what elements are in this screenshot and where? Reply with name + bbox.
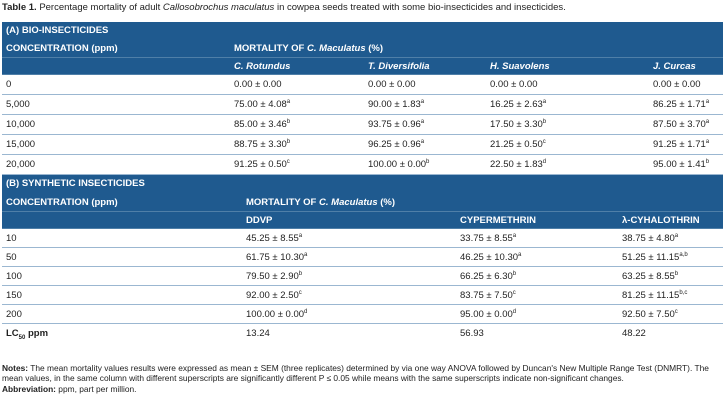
- mortality-value: 79.50 ± 2.90: [246, 270, 299, 282]
- significance-superscript: c: [298, 289, 302, 296]
- mortality-value: 85.00 ± 3.46: [234, 119, 287, 130]
- mortality-value: 22.50 ± 1.83: [490, 159, 543, 170]
- mortality-cell: [456, 271, 618, 282]
- mortality-cell: [486, 99, 649, 110]
- lc50-value-2: 48.22: [622, 327, 646, 339]
- significance-superscript: a: [420, 98, 425, 105]
- mortality-cell: [456, 252, 618, 263]
- mortality-cell: [230, 159, 364, 170]
- mortality-cell: [649, 159, 723, 170]
- significance-superscript: b: [542, 118, 547, 125]
- section-b-mortality-header-pre: MORTALITY OF: [246, 196, 320, 208]
- table-notes: [2, 363, 720, 394]
- table-row: [2, 155, 723, 175]
- section-a-col-0: C. Rotundus: [234, 60, 291, 72]
- section-b-mortality-header-post: (%): [377, 196, 396, 208]
- section-a-col-1: T. Diversifolia: [368, 60, 430, 72]
- abbreviation-line: [2, 384, 720, 394]
- table-caption: [2, 2, 566, 13]
- table-row: [2, 95, 723, 115]
- mortality-cell: [230, 139, 364, 150]
- significance-superscript: c: [542, 138, 546, 145]
- caption-label: Table 1.: [2, 2, 37, 13]
- significance-superscript: c: [286, 158, 290, 165]
- significance-superscript: a: [705, 98, 710, 105]
- mortality-value: 83.75 ± 7.50: [460, 289, 513, 301]
- mortality-cell: [242, 290, 456, 301]
- section-b-header-row: [2, 193, 723, 212]
- mortality-cell: [230, 119, 364, 130]
- mortality-cell: [649, 119, 723, 130]
- significance-superscript: b: [705, 158, 710, 165]
- mortality-value: 100.00 ± 0.00: [246, 308, 305, 320]
- significance-superscript: a: [420, 138, 425, 145]
- section-b-conc-header: CONCENTRATION (ppm): [6, 196, 118, 208]
- significance-superscript: b: [674, 270, 679, 277]
- mortality-value: 95.00 ± 0.00: [460, 308, 513, 320]
- mortality-cell: [618, 252, 723, 263]
- concentration-cell: 20,000: [6, 159, 36, 170]
- significance-superscript: c: [674, 308, 678, 315]
- mortality-value: 81.25 ± 11.15: [622, 289, 680, 301]
- mortality-cell: [486, 159, 649, 170]
- concentration-cell: 0: [6, 79, 12, 90]
- mortality-cell: [649, 99, 723, 110]
- significance-superscript: d: [304, 308, 308, 315]
- significance-superscript: b: [426, 158, 430, 165]
- mortality-value: 95.00 ± 1.41: [653, 159, 706, 170]
- significance-superscript: c: [512, 289, 516, 296]
- mortality-value: 21.25 ± 0.50: [490, 139, 543, 150]
- concentration-cell: 10: [6, 232, 17, 244]
- mortality-cell: [364, 159, 486, 170]
- mortality-value: 91.25 ± 1.71: [653, 139, 706, 150]
- mortality-cell: [456, 309, 618, 320]
- mortality-value: 75.00 ± 4.08: [234, 99, 287, 110]
- mortality-cell: [364, 119, 486, 130]
- table-row: [2, 229, 723, 248]
- significance-superscript: b: [512, 270, 517, 277]
- caption-text-post: in cowpea seeds treated with some bio-insecticides and insecticides.: [274, 2, 566, 13]
- mortality-cell: [230, 79, 364, 90]
- mortality-cell: [486, 139, 649, 150]
- table-row: [2, 115, 723, 135]
- significance-superscript: b,c: [679, 289, 688, 296]
- lc50-value-1: 56.93: [460, 327, 484, 339]
- concentration-cell: 15,000: [6, 139, 36, 150]
- mortality-value: 0.00 ± 0.00: [234, 79, 282, 90]
- table-row: [2, 135, 723, 155]
- section-a-col-2: H. Suavolens: [490, 60, 550, 72]
- mortality-value: 16.25 ± 2.63: [490, 99, 543, 110]
- significance-superscript: a: [512, 232, 517, 239]
- concentration-cell: 5,000: [6, 99, 30, 110]
- mortality-value: 92.00 ± 2.50: [246, 289, 299, 301]
- significance-superscript: d: [512, 308, 517, 315]
- abbreviation-text: ppm, part per million.: [55, 383, 137, 394]
- mortality-cell: [618, 309, 723, 320]
- section-b-col-2: λ-CYHALOTHRIN: [622, 214, 700, 226]
- mortality-cell: [364, 139, 486, 150]
- significance-superscript: b: [286, 138, 291, 145]
- significance-superscript: a: [286, 98, 291, 105]
- section-a-mortality-header-species: C. Maculatus: [307, 42, 366, 54]
- section-a-column-row: [2, 58, 723, 75]
- concentration-cell: 50: [6, 251, 17, 263]
- section-b-col-1: CYPERMETHRIN: [460, 214, 537, 226]
- mortality-cell: [456, 233, 618, 244]
- mortality-table: [2, 22, 723, 342]
- section-a-conc-header: CONCENTRATION (ppm): [6, 42, 118, 54]
- section-b-mortality-header-species: C. Maculatus: [319, 196, 378, 208]
- mortality-cell: [364, 99, 486, 110]
- section-a-col-3: J. Curcas: [653, 60, 696, 72]
- section-b-col-0: DDVP: [246, 214, 273, 226]
- mortality-cell: [242, 233, 456, 244]
- notes-label: Notes:: [2, 363, 29, 373]
- significance-superscript: d: [542, 158, 547, 165]
- significance-superscript: b: [298, 270, 303, 277]
- mortality-cell: [242, 309, 456, 320]
- lc50-label-unit: ppm: [25, 327, 49, 339]
- mortality-cell: [486, 79, 649, 90]
- mortality-value: 66.25 ± 6.30: [460, 270, 513, 282]
- mortality-value: 87.50 ± 3.70: [653, 119, 706, 130]
- section-b-mortality-header: [242, 197, 395, 208]
- abbreviation-label: Abbreviation:: [2, 383, 56, 394]
- mortality-value: 0.00 ± 0.00: [368, 79, 416, 90]
- mortality-cell: [486, 119, 649, 130]
- table-row: [2, 267, 723, 286]
- significance-superscript: a,b: [679, 251, 688, 258]
- lc50-row: [2, 324, 723, 342]
- mortality-value: 92.50 ± 7.50: [622, 308, 675, 320]
- mortality-value: 88.75 ± 3.30: [234, 139, 287, 150]
- table-row: [2, 248, 723, 267]
- significance-superscript: a: [518, 251, 522, 258]
- mortality-cell: [242, 252, 456, 263]
- mortality-value: 63.25 ± 8.55: [622, 270, 675, 282]
- concentration-cell: 10,000: [6, 119, 36, 130]
- section-a-mortality-header-pre: MORTALITY OF: [234, 42, 308, 54]
- section-a-body: [2, 75, 723, 175]
- mortality-value: 93.75 ± 0.96: [368, 119, 421, 130]
- mortality-value: 38.75 ± 4.80: [622, 232, 675, 244]
- lc50-label: [2, 328, 242, 339]
- section-b-column-row: [2, 212, 723, 229]
- section-b-title: (B) SYNTHETIC INSECTICIDES: [2, 175, 723, 193]
- lc50-value-0: 13.24: [246, 327, 270, 339]
- mortality-cell: [618, 233, 723, 244]
- significance-superscript: a: [705, 138, 710, 145]
- mortality-value: 96.25 ± 0.96: [368, 139, 421, 150]
- concentration-cell: 100: [6, 270, 22, 282]
- concentration-cell: 200: [6, 308, 22, 320]
- significance-superscript: a: [304, 251, 308, 258]
- section-a-mortality-header-post: (%): [365, 42, 384, 54]
- significance-superscript: a: [705, 118, 710, 125]
- caption-text-pre: Percentage mortality of adult: [39, 2, 163, 13]
- mortality-value: 0.00 ± 0.00: [490, 79, 538, 90]
- mortality-cell: [618, 271, 723, 282]
- mortality-value: 46.25 ± 10.30: [460, 251, 519, 263]
- caption-species: Callosobrochus maculatus: [162, 2, 275, 13]
- mortality-value: 90.00 ± 1.83: [368, 99, 421, 110]
- significance-superscript: a: [298, 232, 303, 239]
- section-a-header-row: [2, 39, 723, 58]
- table-row: [2, 75, 723, 95]
- notes-paragraph: [2, 363, 720, 384]
- mortality-value: 91.25 ± 0.50: [234, 159, 287, 170]
- notes-text: The mean mortality values results were expressed as mean ± SEM (three replicates) determined by via one way ANOVA followed by Duncan's New Multiple Range Test (DNMRT). The mean values, in the same column with different superscripts are significantly different P ≤ 0.05 while means with the same superscripts indicate non-significant changes.: [2, 363, 709, 384]
- significance-superscript: b: [286, 118, 291, 125]
- concentration-cell: 150: [6, 289, 22, 301]
- mortality-value: 61.75 ± 10.30: [246, 251, 305, 263]
- mortality-value: 0.00 ± 0.00: [653, 79, 701, 90]
- section-a-mortality-header: [230, 43, 383, 54]
- mortality-value: 86.25 ± 1.71: [653, 99, 706, 110]
- mortality-value: 100.00 ± 0.00: [368, 159, 427, 170]
- mortality-value: 17.50 ± 3.30: [490, 119, 543, 130]
- significance-superscript: a: [542, 98, 547, 105]
- significance-superscript: a: [674, 232, 679, 239]
- mortality-cell: [456, 290, 618, 301]
- table-row: [2, 305, 723, 324]
- section-a-title: (A) BIO-INSECTICIDES: [2, 22, 723, 39]
- mortality-value: 51.25 ± 11.15: [622, 251, 680, 263]
- lc50-label-main: LC: [6, 327, 19, 339]
- mortality-value: 33.75 ± 8.55: [460, 232, 513, 244]
- mortality-cell: [649, 139, 723, 150]
- section-b-body: [2, 229, 723, 324]
- mortality-cell: [230, 99, 364, 110]
- significance-superscript: a: [420, 118, 425, 125]
- table-row: [2, 286, 723, 305]
- mortality-value: 45.25 ± 8.55: [246, 232, 299, 244]
- lc50-label-sub: 50: [18, 334, 26, 341]
- mortality-cell: [242, 271, 456, 282]
- mortality-cell: [364, 79, 486, 90]
- mortality-cell: [618, 290, 723, 301]
- mortality-cell: [649, 79, 723, 90]
